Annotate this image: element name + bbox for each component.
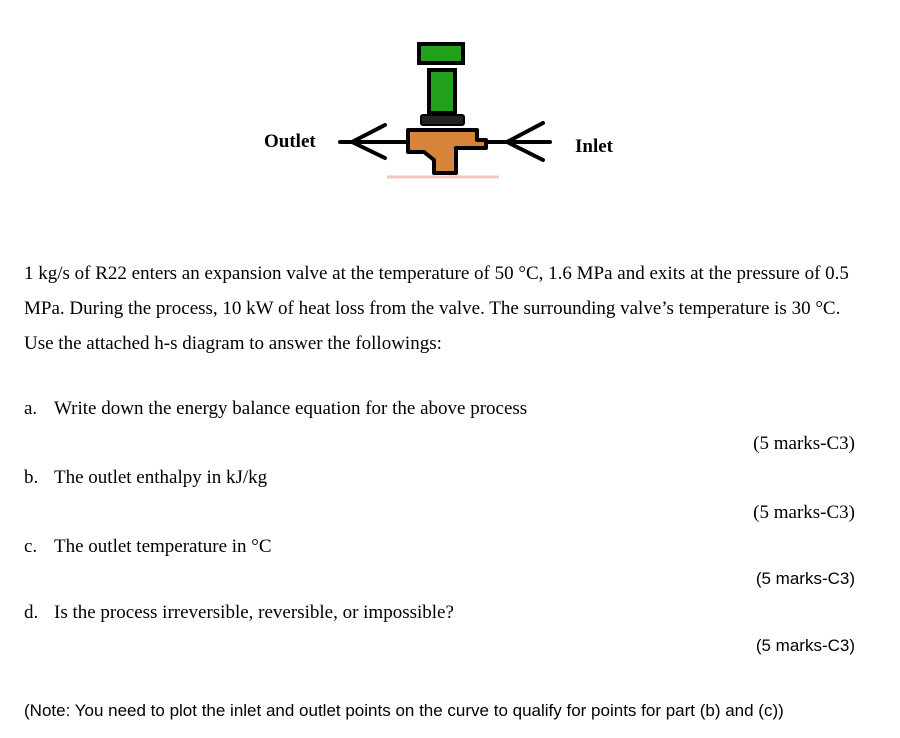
question-c	[24, 536, 272, 558]
inlet-label: Inlet	[575, 136, 613, 157]
valve-body	[408, 130, 486, 173]
question-text: Write down the energy balance equation for the above process	[54, 398, 528, 419]
question-letter: a.	[24, 398, 38, 419]
question-d	[24, 602, 454, 624]
question-text: The outlet enthalpy in kJ/kg	[54, 467, 268, 488]
problem-statement: 1 kg/s of R22 enters an expansion valve at the temperature of 50 °C, 1.6 MPa and exits at the pressure of 0.5 MPa. During the process, 10 kW of heat loss from the valve. The surrounding valve’s temperature is 30 °C. Use the attached h-s diagram to answer the followings:	[24, 263, 849, 354]
valve-collar	[421, 115, 464, 125]
question-letter: b.	[24, 467, 39, 488]
marks-a: (5 marks-C3)	[753, 433, 855, 454]
question-letter: c.	[24, 536, 38, 557]
marks-c: (5 marks-C3)	[755, 569, 855, 588]
expansion-valve-diagram	[0, 0, 900, 200]
question-text: Is the process irreversible, reversible, or impossible?	[54, 602, 454, 623]
outlet-label: Outlet	[264, 131, 316, 152]
question-a	[24, 398, 527, 420]
question-letter: d.	[24, 602, 39, 623]
inlet-arrow-icon	[485, 123, 550, 160]
actuator-cap	[419, 44, 463, 63]
marks-b: (5 marks-C3)	[753, 502, 855, 523]
question-text: The outlet temperature in °C	[54, 536, 272, 557]
marks-d: (5 marks-C3)	[755, 636, 855, 655]
actuator-stem	[429, 70, 455, 113]
note-text: (Note: You need to plot the inlet and outlet points on the curve to qualify for points for part (b) and (c))	[24, 701, 784, 720]
question-b	[24, 467, 267, 489]
